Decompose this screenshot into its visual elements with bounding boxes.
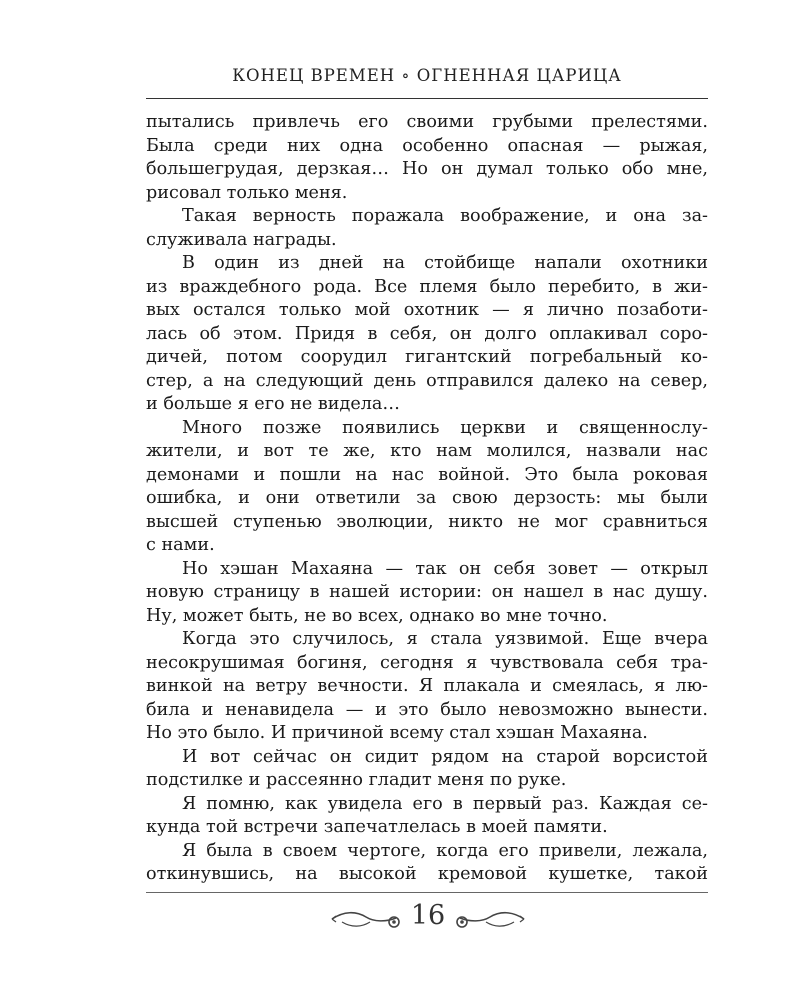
text-line: Такая верность поражала воображение, и она за- [182, 206, 708, 226]
text-line: Была среди них одна особенно опасная — рыжая, [146, 135, 708, 156]
text-line: высшей ступенью эволюции, никто не мог сравниться [146, 511, 708, 532]
text-line: Но это было. И причиной всему стал хэшан Махаяна. [146, 723, 648, 743]
text-line: с нами. [146, 535, 215, 555]
text-line: винкой на ветру вечности. Я плакала и смеялась, я лю- [146, 676, 708, 696]
text-line: Я была в своем чертоге, когда его привели, лежала, [182, 840, 708, 861]
text-line: новую страницу в нашей истории: он нашел в нас душу. [146, 582, 708, 602]
text-line: лась об этом. Придя в себя, он долго оплакивал соро- [146, 323, 708, 344]
footer-rule [146, 892, 708, 893]
text-line: В один из дней на стойбище напали охотники [182, 253, 708, 273]
page-footer [330, 898, 526, 942]
text-line: Я помню, как увидела его в первый раз. Каждая се- [182, 793, 708, 814]
text-line: ошибка, и они ответили за свою дерзость: мы были [146, 488, 708, 508]
text-line: вых остался только мой охотник — я лично позаботи- [146, 300, 708, 320]
flourish-right-icon [448, 906, 526, 932]
text-line: большегрудая, дерзкая… Но он думал только обо мне, [146, 159, 708, 179]
text-line: пытались привлечь его своими грубыми прелестями. [146, 112, 708, 132]
text-line: дичей, потом соорудил гигантский погребальный ко- [146, 347, 708, 367]
text-line: подстилке и рассеянно гладит меня по руке. [146, 770, 567, 790]
text-line: Но хэшан Махаяна — так он себя зовет — открыл [182, 558, 708, 579]
text-line: служивала награды. [146, 229, 337, 250]
page-number: 16 [410, 900, 446, 931]
text-line: била и ненавидела — и это было невозможно вынести. [146, 699, 708, 720]
text-line: из враждебного рода. Все племя было перебито, в жи- [146, 276, 708, 297]
text-line: Ну, может быть, не во всех, однако во мне точно. [146, 605, 608, 626]
text-line: демонами и пошли на нас войной. Это была роковая [146, 464, 708, 485]
running-header: КОНЕЦ ВРЕМЕН ∘ ОГНЕННАЯ ЦАРИЦА [232, 66, 622, 85]
text-line: Когда это случилось, я стала уязвимой. Еще вчера [182, 629, 708, 649]
text-line: стер, а на следующий день отправился далеко на север, [146, 370, 708, 391]
text-line: Много позже появились церкви и священнослу- [182, 417, 708, 438]
body-text [146, 111, 708, 887]
text-line: жители, и вот те же, кто нам молился, назвали нас [146, 441, 708, 461]
text-line: откинувшись, на высокой кремовой кушетке, такой [146, 864, 708, 884]
text-line: и больше я его не видела… [146, 394, 400, 414]
text-line: кунда той встречи запечатлелась в моей памяти. [146, 817, 608, 837]
text-line: рисовал только меня. [146, 182, 348, 203]
text-line: несокрушимая богиня, сегодня я чувствовала себя тра- [146, 652, 708, 673]
header-rule [146, 98, 708, 99]
text-line: И вот сейчас он сидит рядом на старой ворсистой [182, 746, 708, 767]
